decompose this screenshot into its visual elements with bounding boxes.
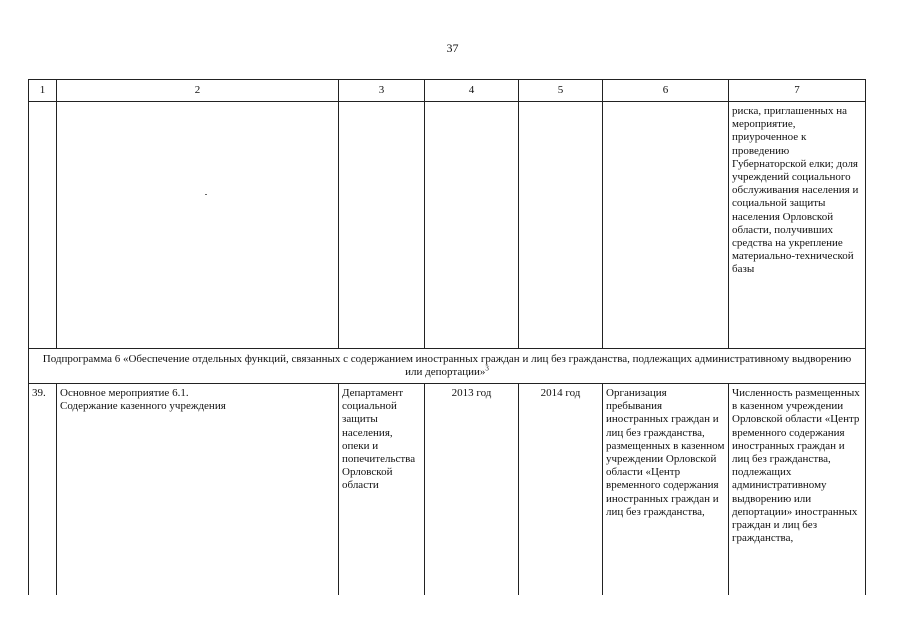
measure-title: Основное мероприятие 6.1. [60,387,189,399]
table-row [29,384,866,596]
executor-cell: Департамент социальной защиты населения, опеки и попечительства Орловской области [339,384,425,596]
table-cell [519,102,603,349]
end-year-cell: 2014 год [519,384,603,596]
indicator-cell: Численность размещенных в казенном учреждении Орловской области «Центр временного содержания иностранных граждан и лиц без гражданства, подлежащих административному выдворению или депортации» иностранных граждан и лиц без гражданства, [729,384,866,596]
scan-speck [205,194,207,195]
indicator-continued: риска, приглашенных на мероприятие, приуроченное к проведению Губернаторской елки; доля учреждений социального обслуживания населения и социальной защиты населения Орловской области, получивших средства на укрепление материально-технической базы [729,102,866,349]
start-year-cell: 2013 год [425,384,519,596]
table-cell [339,102,425,349]
column-header: 2 [57,80,339,102]
column-header: 5 [519,80,603,102]
table-cell [29,102,57,349]
continued-row [29,102,866,349]
subprogram-title: Подпрограмма 6 «Обеспечение отдельных функций, связанных с содержанием иностранных граждан и лиц без гражданства, подлежащих административному выдворению или депортации» [42,352,852,378]
column-header: 3 [339,80,425,102]
measure-name: Содержание казенного учреждения [60,400,226,413]
column-header: 1 [29,80,57,102]
table-cell [603,102,729,349]
column-header: 6 [603,80,729,102]
column-header: 4 [425,80,519,102]
measure-cell [57,384,339,596]
page-number: 37 [446,41,459,55]
table-cell [425,102,519,349]
subprogram-title-cell [29,349,866,384]
row-number: 39. [29,384,57,596]
footnote-marker: 3 [485,364,489,373]
expected-result-cell: Организация пребывания иностранных граждан и лиц без гражданства, размещенных в казенном учреждении Орловской области «Центр временного содержания иностранных граждан и лиц без гражданства, [603,384,729,596]
column-header: 7 [729,80,866,102]
subprogram-row [29,349,866,384]
measures-table [28,79,866,595]
column-number-row [29,80,866,102]
table-cell [57,102,339,349]
